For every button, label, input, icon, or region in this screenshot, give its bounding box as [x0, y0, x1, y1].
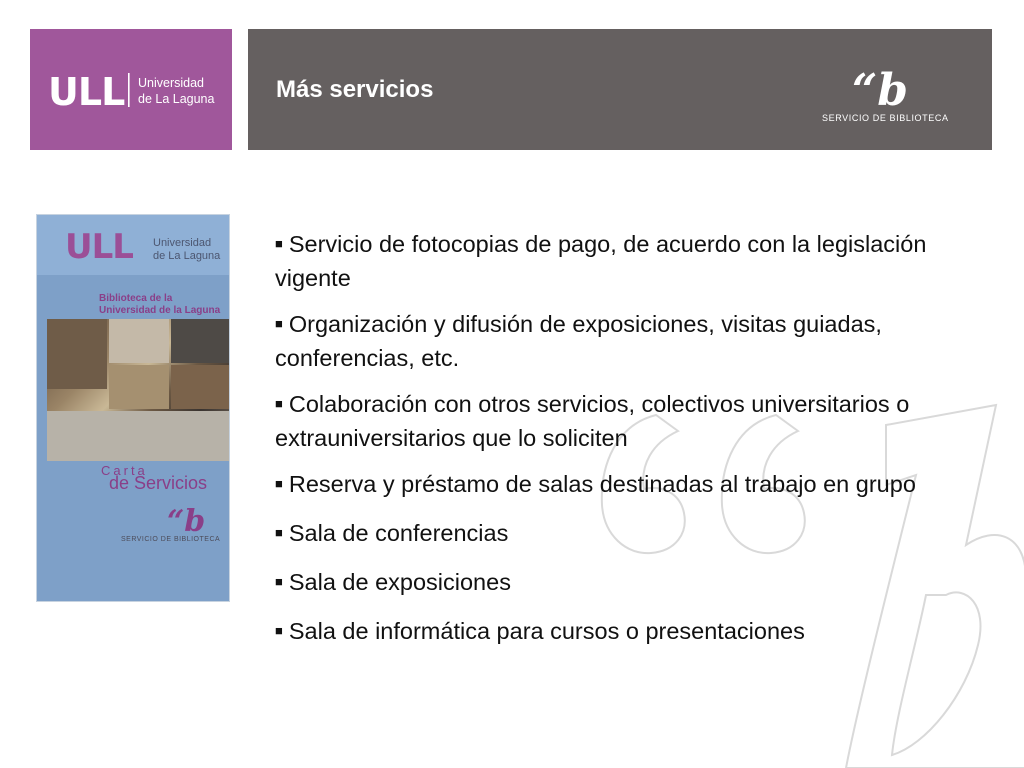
square-bullet-icon: ■	[275, 316, 283, 331]
cover-library-title: Biblioteca de la Universidad de la Laguna	[99, 293, 221, 316]
svg-text:“b: “b	[167, 504, 206, 537]
list-item: ■ Sala de conferencias	[275, 520, 509, 546]
university-name-line2: de La Laguna	[138, 92, 215, 106]
cover-ull-wordmark: ULL	[65, 227, 133, 267]
slide-title: Más servicios	[276, 76, 434, 103]
list-item: ■ Colaboración con otros servicios, colectivos universitarios o extrauniversitarios que lo soliciten	[275, 391, 910, 451]
services-list	[275, 229, 995, 665]
header-bar	[248, 29, 992, 150]
university-logo-box	[30, 29, 232, 150]
list-item: ■ Servicio de fotocopias de pago, de acuerdo con la legislación vigente	[275, 231, 927, 291]
university-name-line1: Universidad	[138, 76, 205, 90]
square-bullet-icon: ■	[275, 525, 283, 540]
brochure-cover-image	[36, 214, 230, 602]
list-item: ■ Organización y difusión de exposiciones, visitas guiadas, conferencias, etc.	[275, 311, 882, 371]
library-logo	[822, 55, 956, 125]
cover-library-logo-text: SERVICIO DE BIBLIOTECA	[121, 536, 221, 543]
square-bullet-icon: ■	[275, 574, 283, 589]
list-item: ■ Reserva y préstamo de salas destinadas al trabajo en grupo	[275, 471, 916, 497]
svg-text:“b: “b	[852, 65, 909, 116]
university-logo	[30, 29, 232, 150]
cover-carta: Carta	[101, 463, 148, 478]
cover-university-name: Universidad de La Laguna	[153, 237, 221, 262]
list-item: ■ Sala de informática para cursos o presentaciones	[275, 618, 805, 644]
square-bullet-icon: ■	[275, 396, 283, 411]
square-bullet-icon: ■	[275, 476, 283, 491]
cover-library-icon	[157, 497, 217, 537]
list-item: ■ Sala de exposiciones	[275, 569, 511, 595]
cover-photo-collage	[47, 319, 230, 461]
ull-wordmark: ULL	[48, 70, 125, 114]
cover-servicios: de Servicios	[109, 473, 208, 493]
square-bullet-icon: ■	[275, 623, 283, 638]
library-logo-text: SERVICIO DE BIBLIOTECA	[822, 113, 949, 123]
square-bullet-icon: ■	[275, 236, 283, 251]
